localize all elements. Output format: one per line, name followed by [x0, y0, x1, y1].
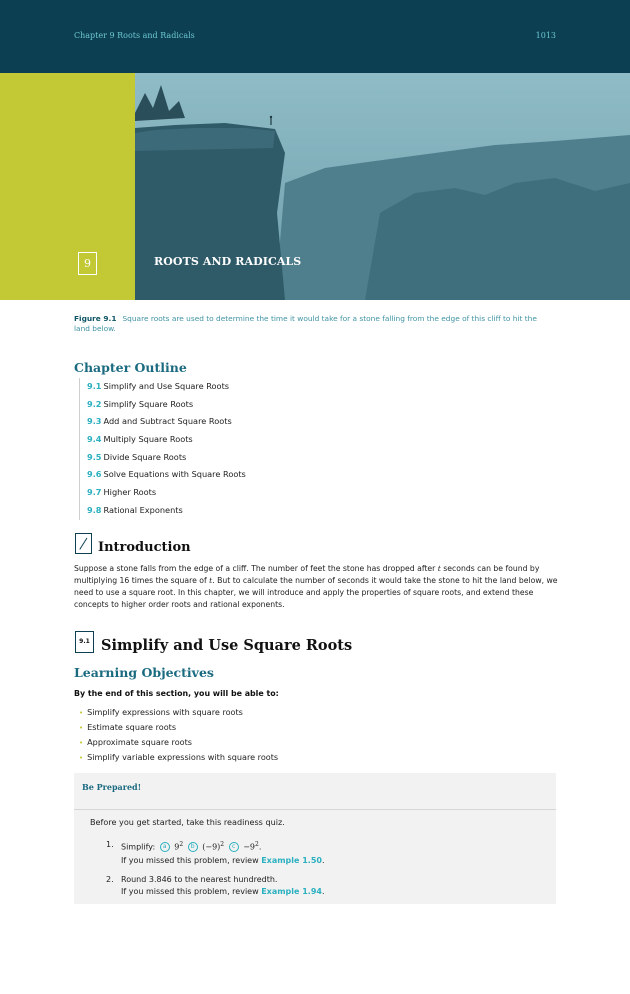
outline-item[interactable] — [87, 466, 246, 484]
objective-text: Estimate square roots — [87, 722, 177, 732]
objective-item — [79, 720, 278, 735]
bullet-icon: • — [79, 739, 84, 747]
be-prepared-box — [74, 773, 556, 904]
outline-item[interactable] — [87, 431, 246, 449]
pencil-icon — [75, 533, 92, 554]
outline-item[interactable] — [87, 502, 246, 520]
learning-objectives-list — [79, 705, 278, 765]
outline-item-title: Solve Equations with Square Roots — [103, 469, 246, 480]
part-a-expression: 9 — [174, 842, 180, 852]
outline-item-number: 9.6 — [87, 469, 102, 480]
outline-item-number: 9.1 — [87, 381, 102, 391]
figure-caption-text: Square roots are used to determine the time it would take for a stone falling from the edge of this cliff to hit the land below. — [74, 314, 537, 333]
outline-item-number: 9.4 — [87, 434, 102, 445]
outline-item-number: 9.7 — [87, 487, 102, 498]
chapter-number-badge: 9 — [78, 252, 97, 275]
be-prepared-heading: Be Prepared! — [82, 782, 142, 792]
question-review: If you missed this problem, review Example 1.94. — [121, 887, 325, 896]
intro-var-t: t — [209, 576, 213, 585]
chapter-title: ROOTS AND RADICALS — [154, 255, 302, 268]
outline-item-title: Multiply Square Roots — [103, 434, 193, 445]
learning-objectives-intro: By the end of this section, you will be able to: — [74, 689, 279, 698]
bullet-icon: • — [79, 754, 84, 762]
figure-label: Figure 9.1 — [74, 314, 117, 323]
outline-item[interactable] — [87, 413, 246, 431]
learning-objectives-heading: Learning Objectives — [74, 665, 214, 680]
objective-item — [79, 750, 278, 765]
intro-var-t: t — [437, 564, 441, 573]
intro-text-2: seconds can be found by multiplying 16 times the square of — [74, 564, 540, 585]
part-b-marker: b — [188, 842, 198, 852]
objective-item — [79, 705, 278, 720]
question-number: 1. — [106, 840, 114, 849]
part-a-marker: a — [160, 842, 170, 852]
objective-text: Simplify variable expressions with square roots — [87, 752, 279, 762]
review-link[interactable]: Example 1.50 — [261, 856, 322, 865]
outline-item-number: 9.2 — [87, 398, 102, 409]
hero-color-block — [0, 73, 135, 300]
question-prompt: Round 3.846 to the nearest hundredth. — [121, 875, 278, 884]
part-b-expression: (−9) — [202, 842, 221, 852]
objective-text: Simplify expressions with square roots — [87, 707, 243, 717]
outline-item-title: Simplify Square Roots — [103, 398, 194, 409]
intro-text-3: . But to calculate the number of seconds it would take the stone to hit the land below, we need to use a square root. In this chapter, we will introduce and apply the properties of square roots, and extend these concepts to higher order roots and rational exponents. — [74, 576, 558, 609]
outline-item-title: Simplify and Use Square Roots — [103, 381, 230, 391]
bullet-icon: • — [79, 724, 84, 732]
question-label: Simplify: — [121, 842, 156, 852]
outline-item[interactable] — [87, 396, 246, 414]
running-chapter-label: Chapter 9 Roots and Radicals — [74, 31, 195, 40]
be-prepared-intro: Before you get started, take this readiness quiz. — [90, 817, 285, 827]
outline-item-title: Higher Roots — [103, 487, 157, 498]
outline-item-title: Rational Exponents — [103, 504, 183, 515]
outline-item[interactable] — [87, 378, 246, 396]
question-review: If you missed this problem, review Example 1.50. — [121, 856, 325, 865]
chapter-outline-list — [79, 378, 246, 520]
review-link[interactable]: Example 1.94 — [261, 887, 322, 896]
bullet-icon: • — [79, 709, 84, 717]
objective-item — [79, 735, 278, 750]
exponent: 2 — [255, 841, 259, 848]
introduction-heading: Introduction — [98, 540, 191, 555]
divider — [74, 809, 556, 810]
objective-text: Approximate square roots — [87, 737, 193, 747]
outline-item-title: Divide Square Roots — [103, 451, 187, 462]
outline-item-number: 9.3 — [87, 416, 102, 427]
outline-item-number: 9.8 — [87, 504, 102, 515]
outline-item-title: Add and Subtract Square Roots — [103, 416, 232, 427]
review-text: If you missed this problem, review — [121, 856, 262, 865]
review-text: If you missed this problem, review — [121, 887, 262, 896]
question-prompt: Simplify: a $9^2$ b $(-9)^2$ $c -9^2$. — [121, 841, 262, 852]
section-title: Simplify and Use Square Roots — [101, 637, 353, 654]
part-c-expression: −9 — [243, 842, 256, 852]
outline-item[interactable] — [87, 449, 246, 467]
outline-item-number: 9.5 — [87, 451, 102, 462]
introduction-paragraph — [74, 563, 558, 611]
exponent: 2 — [179, 841, 184, 848]
outline-item[interactable] — [87, 484, 246, 502]
page-header — [0, 0, 630, 73]
page-number: 1013 — [535, 31, 556, 40]
part-c-marker: c — [229, 842, 239, 852]
figure-caption — [74, 314, 544, 334]
exponent: 2 — [220, 841, 225, 848]
question-number: 2. — [106, 875, 114, 884]
section-number-badge: 9.1 — [75, 631, 94, 653]
intro-text-1: Suppose a stone falls from the edge of a cliff. The number of feet the stone has dropped after — [74, 564, 438, 573]
chapter-outline-heading: Chapter Outline — [74, 360, 187, 375]
